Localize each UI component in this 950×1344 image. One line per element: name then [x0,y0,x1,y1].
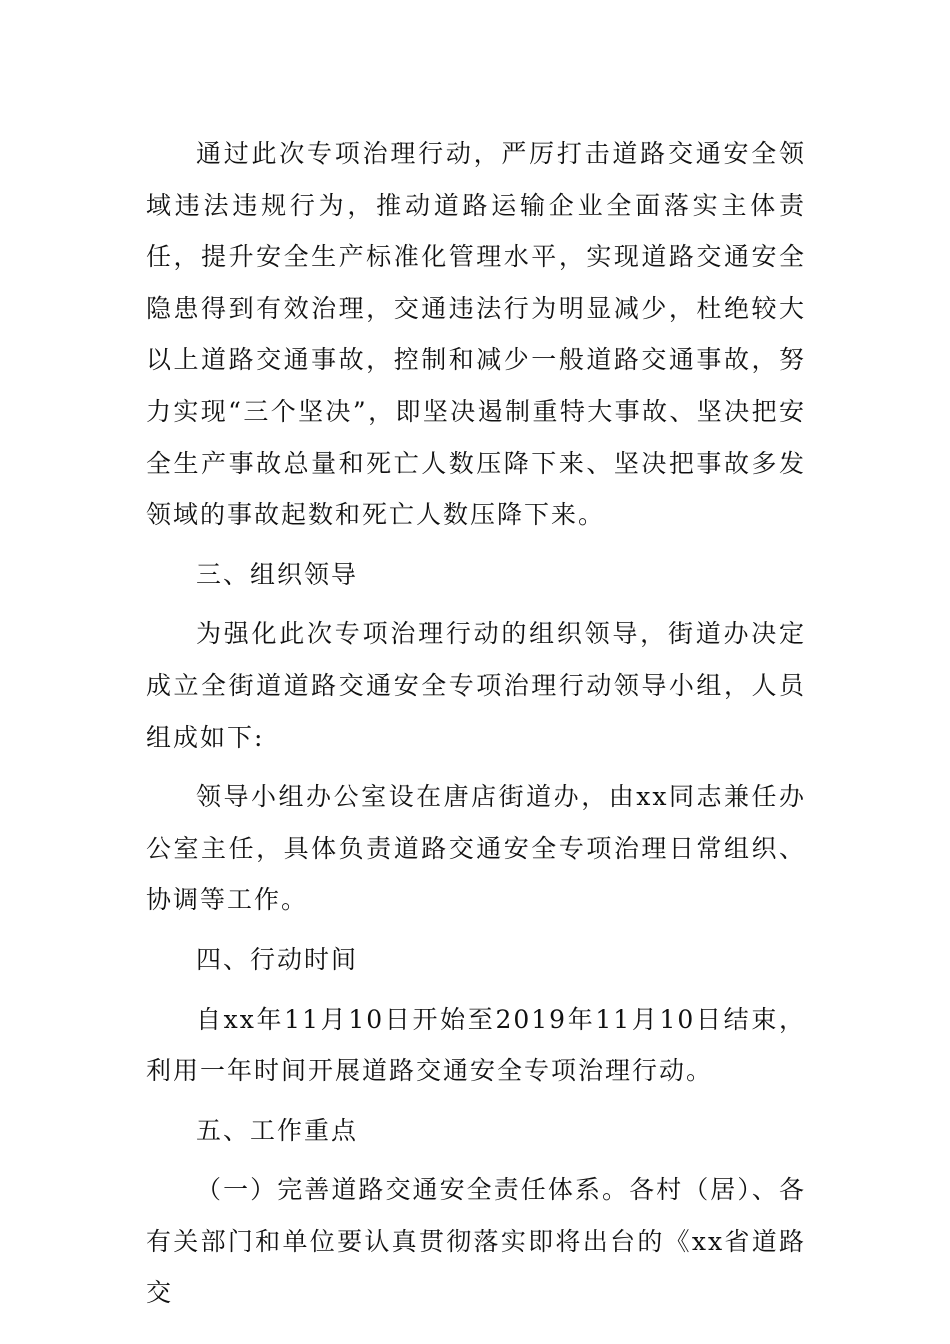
paragraph-leadership-group: 为强化此次专项治理行动的组织领导，街道办决定成立全街道道路交通安全专项治理行动领导小组，人员组成如下: [146,619,806,752]
paragraph-time-period: 自xx年11月10日开始至2019年11月10日结束，利用一年时间开展道路交通安全专项治理行动。 [146,1004,806,1086]
heading-organization-leadership: 三、组织领导 [196,559,359,589]
paragraph-office: 领导小组办公室设在唐店街道办，由xx同志兼任办公室主任，具体负责道路交通安全专项治理日常组织、协调等工作。 [146,782,806,915]
heading-work-focus: 五、工作重点 [196,1115,359,1145]
paragraph-goals: 通过此次专项治理行动，严厉打击道路交通安全领域违法违规行为，推动道路运输企业全面落实主体责任，提升安全生产标准化管理水平，实现道路交通安全隐患得到有效治理，交通违法行为明显减少，杜绝较大以上道路交通事故，控制和减少一般道路交通事故，努力实现“三个坚决”，即坚决遏制重特大事故、坚决把安全生产事故总量和死亡人数压降下来、坚决把事故多发领域的事故起数和死亡人数压降下来。 [146,139,806,530]
document-body [146,128,806,1325]
paragraph-responsibility-system: （一）完善道路交通安全责任体系。各村（居）、各有关部门和单位要认真贯彻落实即将出台的《xx省道路交 [146,1175,806,1308]
heading-action-time: 四、行动时间 [196,944,359,974]
